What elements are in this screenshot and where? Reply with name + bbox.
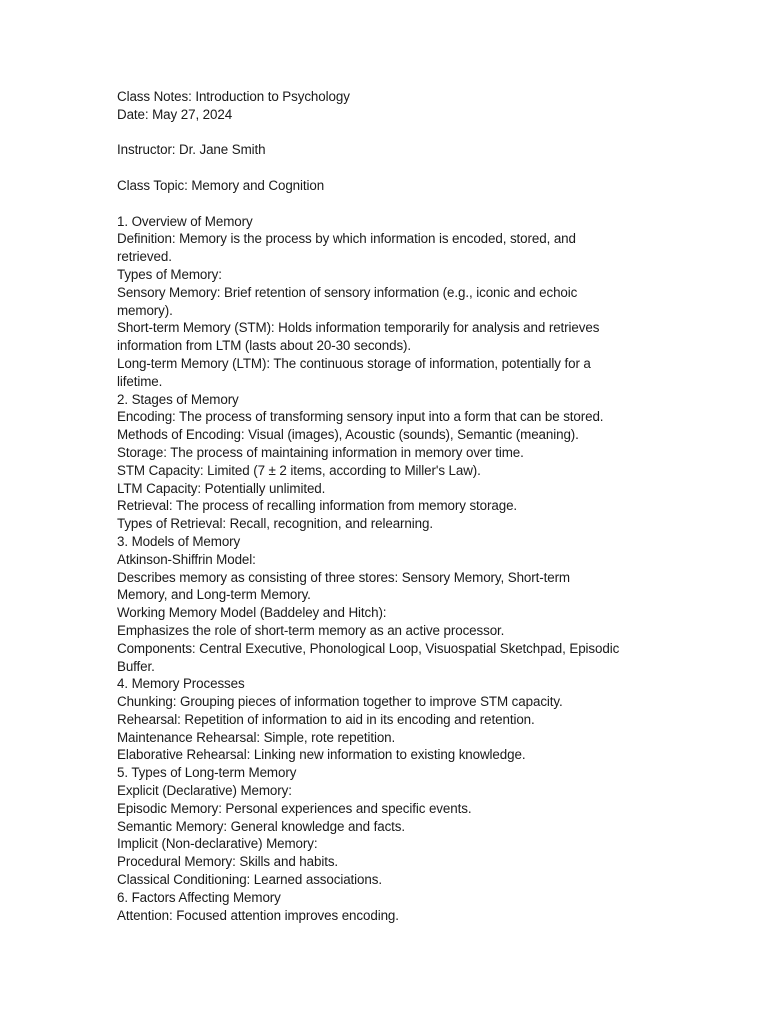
text-line: Types of Memory: — [117, 266, 222, 282]
text-line: information from LTM (lasts about 20-30 seconds). — [117, 338, 412, 354]
text-line: LTM Capacity: Potentially unlimited. — [117, 480, 326, 496]
document-date: Date: May 27, 2024 — [117, 106, 233, 122]
text-line: Storage: The process of maintaining information in memory over time. — [117, 444, 524, 460]
section-heading: 1. Overview of Memory — [117, 213, 253, 229]
text-line: Procedural Memory: Skills and habits. — [117, 854, 339, 870]
text-line: Maintenance Rehearsal: Simple, rote repetition. — [117, 729, 396, 745]
section-heading: 3. Models of Memory — [117, 533, 241, 549]
class-topic-line: Class Topic: Memory and Cognition — [117, 177, 325, 193]
text-line: Short-term Memory (STM): Holds information temporarily for analysis and retrieves — [117, 320, 600, 336]
spacer — [117, 159, 657, 177]
text-line: Long-term Memory (LTM): The continuous storage of information, potentially for a — [117, 355, 591, 371]
text-line: Emphasizes the role of short-term memory as an active processor. — [117, 622, 505, 638]
text-line: Methods of Encoding: Visual (images), Acoustic (sounds), Semantic (meaning). — [117, 427, 579, 443]
text-line: STM Capacity: Limited (7 ± 2 items, according to Miller's Law). — [117, 462, 481, 478]
text-line: Sensory Memory: Brief retention of sensory information (e.g., iconic and echoic — [117, 284, 578, 300]
text-line: Types of Retrieval: Recall, recognition, and relearning. — [117, 516, 433, 532]
text-line: Episodic Memory: Personal experiences and specific events. — [117, 800, 472, 816]
document-title: Class Notes: Introduction to Psychology — [117, 89, 350, 104]
text-line: Rehearsal: Repetition of information to aid in its encoding and retention. — [117, 711, 535, 727]
spacer — [117, 195, 657, 213]
text-line: Encoding: The process of transforming sensory input into a form that can be stored. — [117, 409, 604, 425]
document-body — [117, 88, 657, 924]
text-line: Explicit (Declarative) Memory: — [117, 783, 292, 799]
text-line: Describes memory as consisting of three stores: Sensory Memory, Short-term — [117, 569, 570, 585]
text-line: Elaborative Rehearsal: Linking new information to existing knowledge. — [117, 747, 526, 763]
text-line: Attention: Focused attention improves encoding. — [117, 907, 399, 923]
text-line: Chunking: Grouping pieces of information together to improve STM capacity. — [117, 694, 563, 710]
text-line: Memory, and Long-term Memory. — [117, 587, 311, 603]
text-line: retrieved. — [117, 249, 172, 265]
text-line: Components: Central Executive, Phonological Loop, Visuospatial Sketchpad, Episodic — [117, 640, 620, 656]
text-line: Semantic Memory: General knowledge and facts. — [117, 818, 406, 834]
text-line: Definition: Memory is the process by which information is encoded, stored, and — [117, 231, 576, 247]
text-line: Retrieval: The process of recalling information from memory storage. — [117, 498, 518, 514]
section-heading: 6. Factors Affecting Memory — [117, 889, 281, 905]
section-heading: 2. Stages of Memory — [117, 391, 239, 407]
text-line: Working Memory Model (Baddeley and Hitch): — [117, 605, 387, 621]
spacer — [117, 124, 657, 142]
text-line: Buffer. — [117, 658, 155, 674]
instructor-line: Instructor: Dr. Jane Smith — [117, 142, 266, 158]
text-line: Implicit (Non-declarative) Memory: — [117, 836, 318, 852]
text-line: Atkinson-Shiffrin Model: — [117, 551, 256, 567]
text-line: Classical Conditioning: Learned associations. — [117, 872, 382, 888]
text-line: lifetime. — [117, 373, 163, 389]
section-heading: 4. Memory Processes — [117, 676, 245, 692]
text-line: memory). — [117, 302, 173, 318]
section-heading: 5. Types of Long-term Memory — [117, 765, 297, 781]
